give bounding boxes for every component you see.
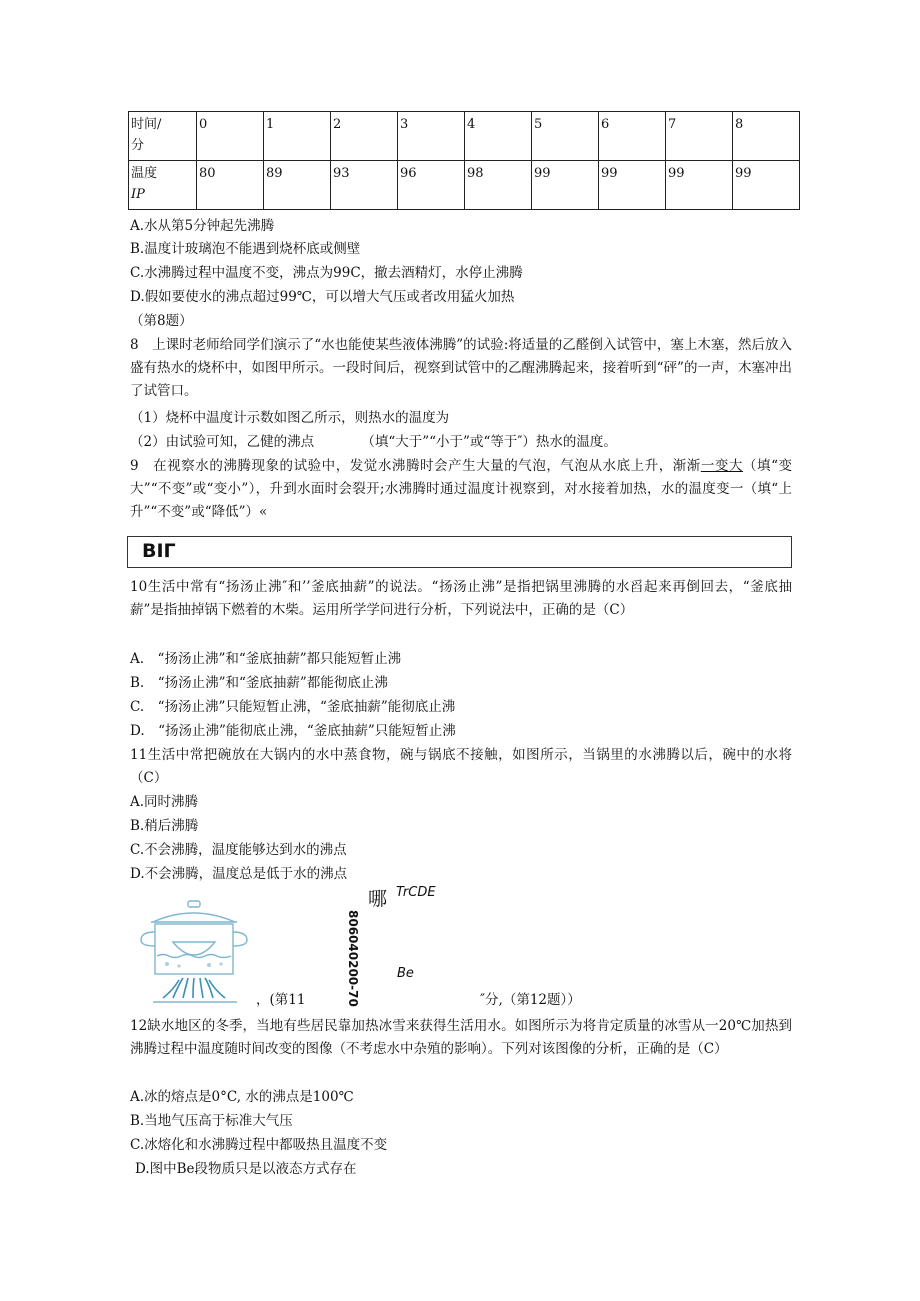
q11-option-d: D.不会沸腾，温度总是低于水的沸点 [130, 866, 348, 882]
table-cell: 6 [599, 112, 666, 161]
q7-option-c: C.水沸腾过程中温度不变，沸点为99C，撤去酒精灯，水停止沸腾 [130, 265, 523, 281]
graph-point-labels: TrCDE [396, 885, 436, 900]
steamer-pot-illustration [133, 898, 248, 1008]
table-cell: 1 [264, 112, 331, 161]
q12-option-b: B.当地气压高于标准大气压 [130, 1113, 293, 1129]
q12-stem: 12缺水地区的冬季，当地有些居民靠加热冰雪来获得生活用水。如图所示为将肯定质量的冰雪从一20℃加热到沸腾过程中温度随时间改变的图像（不考虑水中杂殖的影响）。下列对该图像的分析，正确的是（C） [130, 1018, 792, 1057]
table-cell: 99 [599, 161, 666, 210]
q10-option-d: D. “扬汤止沸”能彻底止沸，“釜底抽薪”只能短暂止沸 [130, 723, 456, 739]
table-cell: 5 [532, 112, 599, 161]
table-cell: 80 [197, 161, 264, 210]
q8-stem: 8 上课时老师给同学们演示了“水也能使某些液体沸腾”的试验:将适量的乙醛倒入试管中，塞上木塞，然后放入盛有热水的烧杯中，如图甲所示。一段时间后，视察到试管中的乙醒沸腾起来，接着听到“砰”的一声，木塞冲出了试管口。 [130, 337, 792, 399]
table-cell: 4 [465, 112, 532, 161]
figure-caption-q8: （第8题） [130, 313, 193, 329]
q12-option-c: C.冰熔化和水沸腾过程中都吸热且温度不变 [130, 1137, 388, 1153]
figure-caption-q12: ″分,（第12题）） [480, 992, 581, 1008]
table-cell: 2 [331, 112, 398, 161]
q11-stem: 11生活中常把碗放在大锅内的水中蒸食物，碗与锅底不接触，如图所示，当锅里的水沸腾以后，碗中的水将（C） [130, 747, 792, 786]
q12-option-a: A.冰的熔点是0°C, 水的沸点是100℃ [130, 1089, 354, 1105]
graph-segment-label: Be [397, 966, 414, 981]
table-cell: 98 [465, 161, 532, 210]
table-cell: 7 [666, 112, 733, 161]
q8-sub1: （1）烧杯中温度计示数如图乙所示，则热水的温度为 [130, 410, 450, 426]
table-cell: 93 [331, 161, 398, 210]
table-cell: 96 [398, 161, 465, 210]
q11-option-c: C.不会沸腾，温度能够达到水的沸点 [130, 842, 347, 858]
header-temp-line1: 温度 [131, 166, 158, 181]
section-box [127, 536, 792, 568]
q9-stem [130, 455, 792, 524]
table-header-cell [129, 161, 197, 210]
figure-caption-q11: ，(第11 [256, 992, 306, 1008]
q7-option-a: A.水从第5分钟起先沸腾 [130, 218, 275, 234]
table-row [129, 112, 800, 161]
q11-option-a: A.同时沸腾 [130, 794, 199, 810]
q10-stem: 10生活中常有“扬汤止沸″和’’釜底抽薪”的说法。“扬汤止沸”是指把锅里沸腾的水舀起来再倒回去，“釜底抽薪”是指抽掉锅下燃着的木柴。运用所学学问进行分析，下列说法中，正确的是（C） [130, 579, 792, 618]
q11-option-b: B.稍后沸腾 [130, 818, 199, 834]
q10-option-a: A. “扬汤止沸”和“釜底抽薪”都只能短暂止沸 [130, 651, 402, 667]
data-table [128, 111, 800, 210]
header-time-line1: 时间/ [131, 117, 162, 132]
table-cell: 99 [733, 161, 800, 210]
q7-option-d: D.假如要使水的沸点超过99℃，可以增大气压或者改用猛火加热 [130, 289, 515, 305]
q10-option-c: C. “扬汤止沸”只能短暂止沸，“釜底抽薪”能彻底止沸 [130, 699, 456, 715]
header-temp-line2: IP [131, 187, 145, 202]
q9-text-pre: 9 在视察水的沸腾现象的试验中，发觉水沸腾时会产生大量的气泡，气泡从水底上升，渐渐 [130, 458, 701, 474]
table-cell: 3 [398, 112, 465, 161]
graph-axis-ticks: 806040200-70 [346, 910, 360, 1007]
header-time-line2: 分 [131, 138, 145, 153]
table-cell: 0 [197, 112, 264, 161]
section-box-label: BIΓ [142, 540, 176, 562]
table-cell: 99 [532, 161, 599, 210]
table-header-cell [129, 112, 197, 161]
table-cell: 89 [264, 161, 331, 210]
table-row [129, 161, 800, 210]
q10-option-b: B. “扬汤止沸”和“釜底抽薪”都能彻底止沸 [130, 675, 388, 691]
q7-option-b: B.温度计玻璃泡不能遇到烧杯底或侧壁 [130, 241, 361, 257]
q12-option-d: D.图中Be段物质只是以液态方式存在 [135, 1161, 357, 1177]
graph-glyph: 哪 [368, 888, 388, 910]
q9-answer-blank: 一变大 [700, 458, 743, 474]
table-cell: 99 [666, 161, 733, 210]
q8-sub2: （2）由试验可知，乙健的沸点 （填“大于”“小于”或“等于″）热水的温度。 [130, 434, 617, 450]
q9-text-post: （填“变大”“不变”或“变小”），升到水面时会裂开;水沸腾时通过温度计视察到，对水接着加热，水的温度变一（填“上升”“不变”或“降低”）« [130, 458, 793, 520]
table-cell: 8 [733, 112, 800, 161]
